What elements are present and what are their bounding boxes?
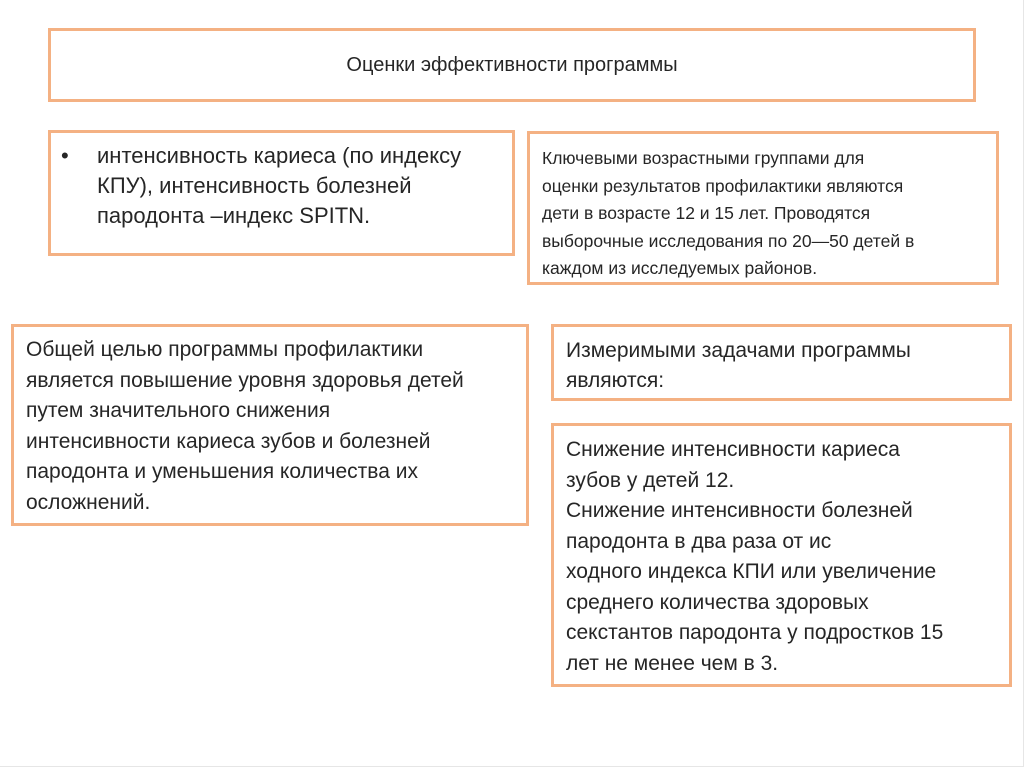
title-box xyxy=(48,28,976,102)
general-goal-box xyxy=(11,324,529,526)
measurable-tasks-heading-box xyxy=(551,324,1012,401)
measurable-tasks-heading: Измеримыми задачами программы являются: xyxy=(566,339,911,392)
criteria-text: интенсивность кариеса (по индексу КПУ), интенсивность болезней пародонта –индекс SPITN. xyxy=(97,143,462,228)
bullet-icon: • xyxy=(61,143,69,168)
slide-title: Оценки эффективности программы xyxy=(346,53,678,76)
age-groups-text: Ключевыми возрастными группами для оценки результатов профилактики являются дети в возрасте 12 и 15 лет. Проводятся выборочные исследования по 20—50 детей в каждом из исследуемых районов. xyxy=(542,148,915,278)
general-goal-text: Общей целью программы профилактики является повышение уровня здоровья детей путем значительного снижения интенсивности кариеса зубов и болезней пародонта и уменьшения количества их осложнений. xyxy=(26,338,464,514)
measurable-tasks-box xyxy=(551,423,1012,687)
criteria-box xyxy=(48,130,515,256)
measurable-tasks-text: Снижение интенсивности кариеса зубов у детей 12. Снижение интенсивности болезней пародонта в два раза от ис ходного индекса КПИ или увеличение среднего количества здоровых секстантов пародонта у подростков 15 лет не менее чем в 3. xyxy=(566,438,944,675)
criteria-bullet-item xyxy=(61,141,502,231)
age-groups-box xyxy=(527,131,999,285)
